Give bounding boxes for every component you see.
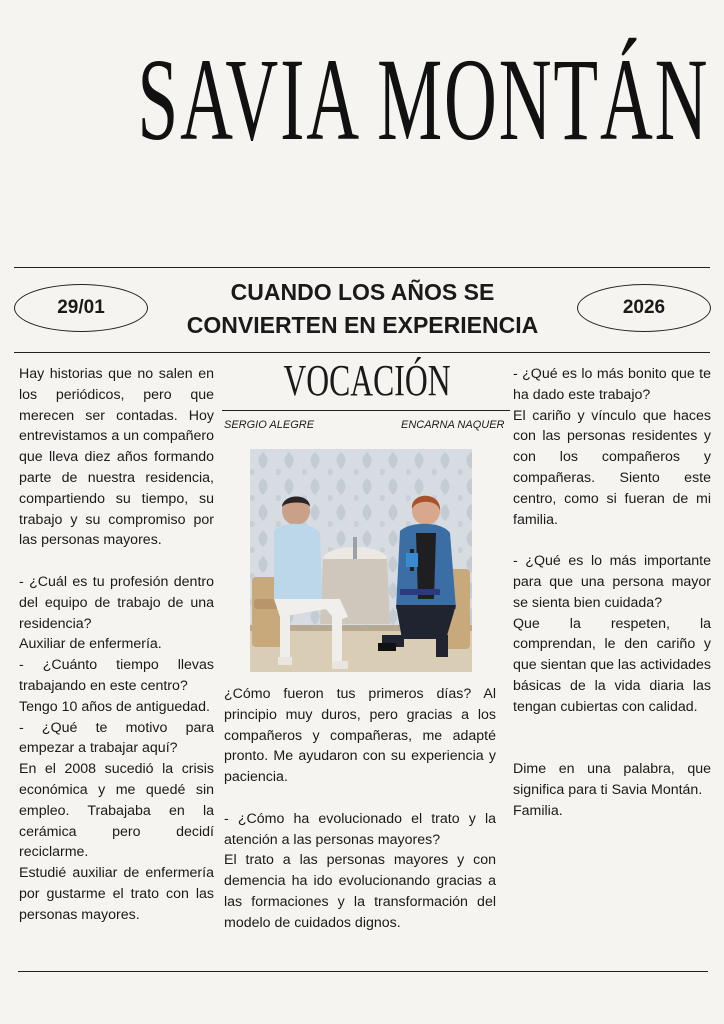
answer-motivation-1: En el 2008 sucedió la crisis económica y me quedé sin empleo. Trabajaba en la cerámica pero decidí reciclarme.: [19, 761, 214, 861]
interview-photo: [250, 449, 472, 672]
question-motivation: - ¿Qué te motivo para empezar a trabajar aquí?: [19, 719, 214, 757]
question-first-days: ¿Cómo fueron tus primeros días? Al principio muy duros, pero gracias a los compañeros y compañeras, me adapté pronto. Me ayudaron con su experiencia y paciencia.: [224, 686, 496, 786]
answer-evolution: El trato a las personas mayores y con demencia ha ido evolucionando gracias a las formaciones y la transformación del modelo de cuidados dignos.: [224, 852, 496, 931]
headline-line-1: CUANDO LOS AÑOS SE: [230, 279, 495, 305]
date-badge: [14, 284, 148, 332]
author-left: SERGIO ALEGRE: [224, 419, 315, 431]
masthead-title: SAVIA MONTÁN: [137, 34, 710, 165]
bottom-rule: [18, 971, 708, 972]
header-bottom-rule: [14, 352, 710, 353]
answer-profession: Auxiliar de enfermería.: [19, 636, 162, 653]
answer-motivation-2: Estudié auxiliar de enfermería por gustarme el trato con las personas mayores.: [19, 865, 214, 923]
date-year: 2026: [622, 297, 666, 318]
author-rule: [222, 410, 510, 411]
answer-time: Tengo 10 años de antiguedad.: [19, 698, 210, 715]
question-word: Dime en una palabra, que significa para ti Savia Montán.: [513, 761, 711, 798]
right-column: [513, 364, 711, 822]
question-time: - ¿Cuánto tiempo llevas trabajando en este centro?: [19, 657, 214, 694]
answer-best: El cariño y vínculo que haces con las personas residentes y con los compañeros y compañeras. Siento este centro, como si fueran de mi familia.: [513, 407, 711, 528]
section-title: VOCACIÓN: [283, 356, 451, 405]
year-badge: [577, 284, 711, 332]
intro-paragraph: Hay historias que no salen en los periódicos, pero que merecen ser contadas. Hoy entrevistamos a un compañero que lleva diez años formando parte de nuestra residencia, compartiendo su tiempo, su trabajo y su compromiso por las personas mayores.: [19, 366, 214, 549]
question-profession: - ¿Cuál es tu profesión dentro del equipo de trabajo de una residencia?: [19, 573, 214, 632]
date-day: 29/01: [57, 297, 105, 318]
answer-important: Que la respeten, la comprendan, le den cariño y que sientan que las actividades básicas de la vida diaria las tengan cubiertas con calidad.: [513, 615, 711, 715]
top-rule: [14, 267, 710, 268]
middle-column: [224, 684, 496, 934]
question-important: - ¿Qué es lo más importante para que una persona mayor se sienta bien cuidada?: [513, 553, 711, 611]
question-best: - ¿Qué es lo más bonito que te ha dado este trabajo?: [513, 366, 711, 403]
author-right: ENCARNA NAQUER: [401, 419, 505, 431]
question-evolution: - ¿Cómo ha evolucionado el trato y la atención a las personas mayores?: [224, 810, 496, 848]
answer-word: Familia.: [513, 802, 563, 819]
left-column: [19, 364, 214, 926]
interview-photo-illustration: [250, 449, 472, 672]
headline: [165, 276, 560, 342]
headline-line-2: CONVIERTEN EN EXPERIENCIA: [186, 312, 539, 338]
